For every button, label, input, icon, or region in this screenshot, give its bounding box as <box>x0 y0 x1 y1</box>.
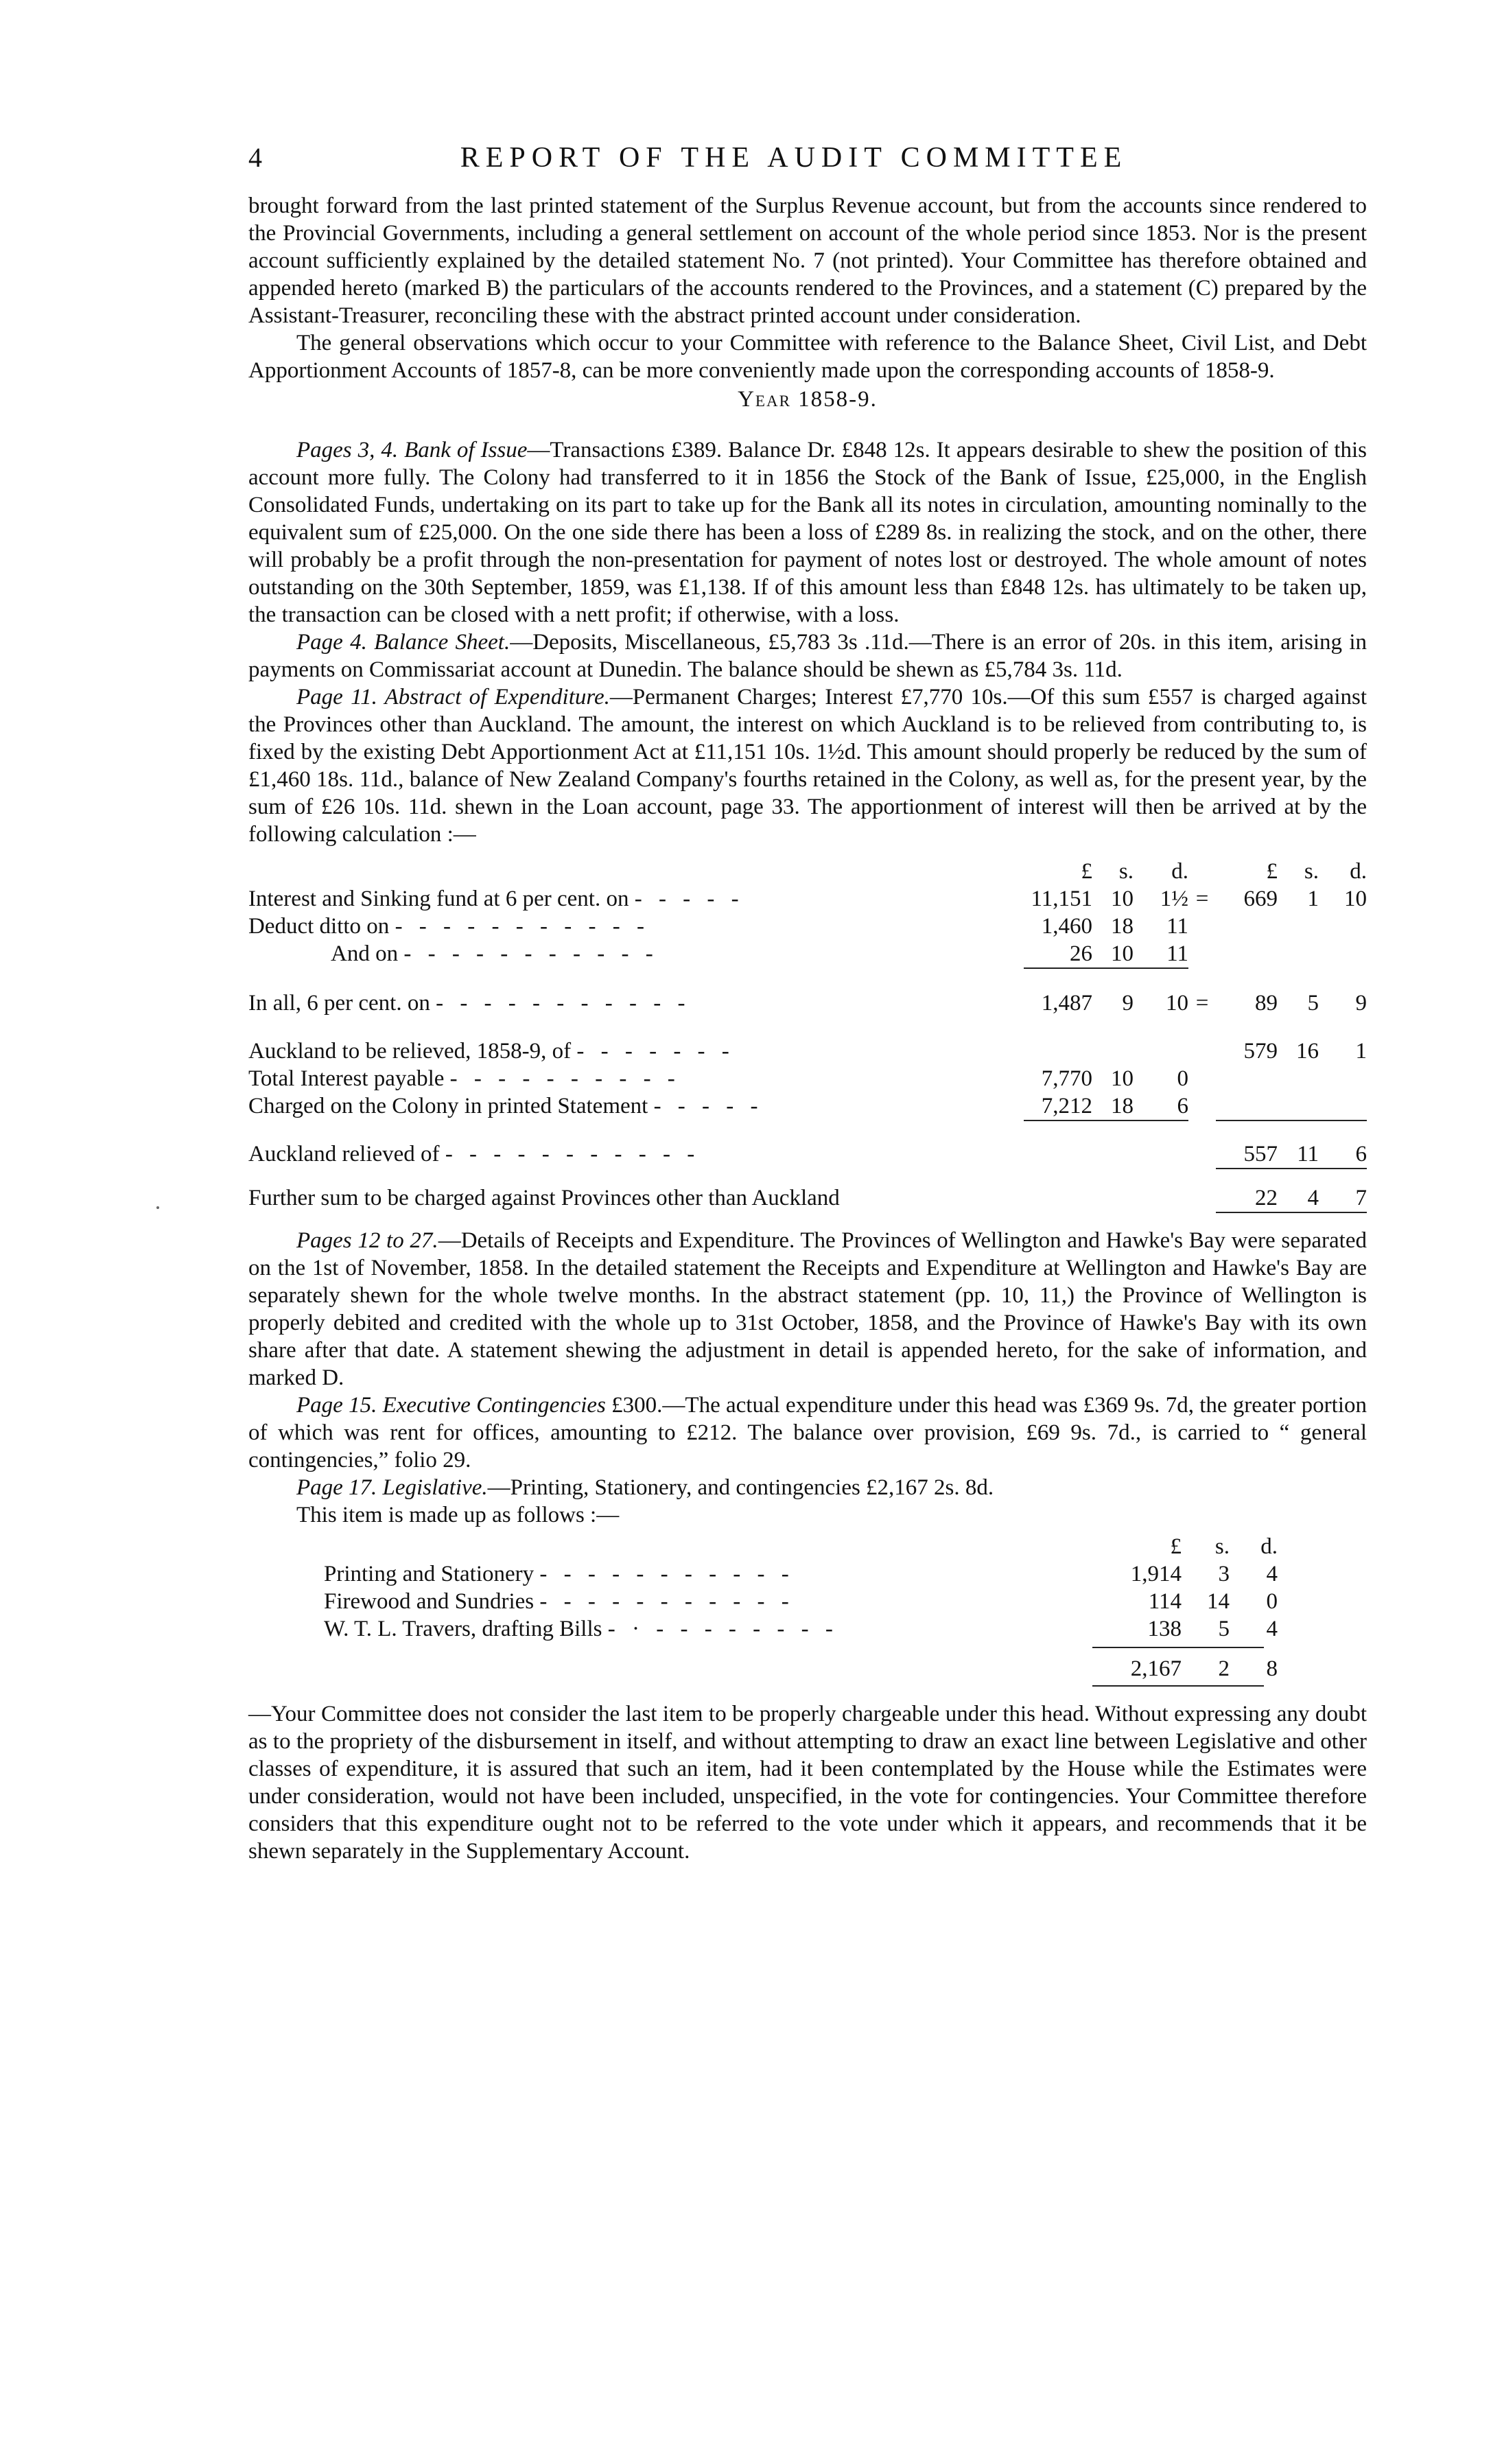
leader-dots: - - - - - - - - - - - <box>539 1562 795 1586</box>
cell-b1: 669 <box>1243 887 1278 911</box>
paragraph-abstract-expenditure <box>248 683 1367 848</box>
year-heading-text: Year 1858-9. <box>738 387 878 412</box>
paragraph-lead: Page 4. Balance Sheet. <box>296 630 510 655</box>
rule-left <box>1024 1120 1188 1125</box>
margin-mark <box>156 1206 159 1209</box>
cell-a2: 18 <box>1111 1094 1134 1118</box>
row-gap <box>248 969 1367 989</box>
leader-dots: - - - - - - - - - - - <box>395 914 650 939</box>
cell-a1: 1,487 <box>1041 991 1092 1016</box>
row-label-text: W. T. L. Travers, drafting Bills <box>324 1617 602 1641</box>
cell-b1: 557 <box>1243 1142 1278 1166</box>
cell-pence: 0 <box>1266 1589 1278 1614</box>
col-shillings-2: s. <box>1304 859 1319 884</box>
subtotal-rules <box>248 1120 1367 1125</box>
paragraph-lead: Pages 3, 4. Bank of Issue <box>296 438 528 462</box>
cell-a3: 11 <box>1166 914 1188 939</box>
cell-a1: 7,770 <box>1041 1066 1092 1091</box>
leader-dots: - - - - - - - - - - <box>449 1066 681 1091</box>
cell-a3: 1½ <box>1160 887 1188 911</box>
col-pence-2: d. <box>1350 859 1367 884</box>
table-header-row <box>248 858 1367 885</box>
paragraph-legislative <box>248 1474 1367 1501</box>
cell-b3: 6 <box>1355 1142 1367 1166</box>
table-row <box>248 1140 1367 1168</box>
leader-dots: - - - - - <box>653 1094 764 1118</box>
row-label <box>248 1184 1024 1212</box>
col-shillings: s. <box>1214 1534 1230 1559</box>
cell-pounds: 1,914 <box>1130 1562 1182 1586</box>
cell-a2: 18 <box>1111 914 1134 939</box>
table-row <box>248 1092 1367 1120</box>
document-page <box>248 144 1367 1865</box>
row-label-text: Deduct ditto on <box>248 914 390 939</box>
row-label <box>248 913 1024 940</box>
table-row <box>248 1065 1367 1092</box>
paragraph-balance-sheet <box>248 629 1367 683</box>
col-pence: d. <box>1260 1534 1278 1559</box>
cell-a2: 9 <box>1122 991 1134 1016</box>
cell-a3: 0 <box>1177 1066 1188 1091</box>
year-heading <box>248 386 1367 413</box>
row-label-text: Auckland relieved of <box>248 1142 440 1166</box>
row-label <box>248 1037 1024 1065</box>
table-row <box>324 1588 1284 1615</box>
paragraph-lead: Pages 12 to 27. <box>296 1228 438 1253</box>
row-label <box>324 1560 1113 1588</box>
row-label-text: And on <box>331 941 399 966</box>
row-label <box>324 1615 1113 1643</box>
cell-a2: 10 <box>1111 941 1134 966</box>
col-pounds-2: £ <box>1266 859 1278 884</box>
paragraph-body: —Printing, Stationery, and contingencies £2,167 2s. 8d. <box>487 1475 994 1500</box>
cell-b2: 11 <box>1297 1142 1319 1166</box>
paragraph-body: £300.—The actual expenditure under this head was £369 9s. 7d, the greater portion of which was rent for offices, amounting to £212. The balance over provision, £69 9s. 7d., is carried to “ general contingencies,” folio 29. <box>248 1393 1367 1472</box>
cell-b1: 579 <box>1243 1039 1278 1064</box>
paragraph-committee-opinion: —Your Committee does not consider the last item to be properly chargeable under this head. Without expressing any doubt as to the propriety of the disbursement in itself, and without attempting to draw an exact line between Legislative and other classes of expenditure, it is assured that such an item, had it been contemplated by the House while the Estimates were under consideration, would not have been included, unspecified, in the vote for contingencies. Your Committee therefore considers that this expenditure ought not to be referred to the vote under which it appears, and recommends that it be shewn separately in the Supplementary Account. <box>248 1702 1367 1864</box>
leader-dots: - - - - - - - <box>576 1039 735 1064</box>
section-spacer <box>248 1687 1367 1700</box>
row-gap <box>248 1125 1367 1140</box>
paragraph-body: —Deposits, Miscellaneous, £5,783 3s .11d.—There is an error of 20s. in this item, arising in payments on Commissariat account at Dunedin. The balance should be shewn as £5,784 3s. 11d. <box>248 630 1367 682</box>
cell-b3: 10 <box>1344 887 1367 911</box>
col-pounds: £ <box>1170 1534 1182 1559</box>
cell-pounds: 114 <box>1148 1589 1182 1614</box>
cell-b2: 1 <box>1307 887 1319 911</box>
paragraph-receipts-expenditure <box>248 1227 1367 1392</box>
row-label-text: In all, 6 per cent. on <box>248 991 430 1016</box>
cell-a3: 11 <box>1166 941 1188 966</box>
leader-dots: - · - - - - - - - - <box>607 1617 838 1641</box>
row-label <box>248 940 1024 967</box>
table-row <box>248 989 1367 1017</box>
paragraph-lead: Page 15. Executive Contingencies <box>296 1393 606 1418</box>
cell-b3: 1 <box>1355 1039 1367 1064</box>
cell-shillings: 3 <box>1218 1562 1230 1586</box>
cell-b2: 16 <box>1296 1039 1319 1064</box>
cell-a3: 10 <box>1166 991 1188 1016</box>
row-label-text: Printing and Stationery <box>324 1562 535 1586</box>
row-label-text: Charged on the Colony in printed Statement <box>248 1094 648 1118</box>
cell-b1: 89 <box>1255 991 1278 1016</box>
row-label <box>248 1065 1024 1092</box>
cell-b2: 4 <box>1307 1186 1319 1210</box>
total-pence: 8 <box>1266 1656 1278 1681</box>
total-shillings: 2 <box>1218 1656 1230 1681</box>
table-row <box>248 885 1367 913</box>
row-label <box>248 989 1024 1017</box>
col-pence: d. <box>1171 859 1188 884</box>
cell-shillings: 5 <box>1218 1617 1230 1641</box>
cell-pence: 4 <box>1266 1617 1278 1641</box>
running-title: REPORT OF THE AUDIT COMMITTEE <box>460 142 1128 174</box>
rule-right <box>1216 1120 1367 1125</box>
row-gap <box>248 1017 1367 1037</box>
paragraph-lead: Page 11. Abstract of Expenditure. <box>296 685 610 709</box>
row-label-text: Interest and Sinking fund at 6 per cent. on <box>248 887 629 911</box>
cell-shillings: 14 <box>1207 1589 1230 1614</box>
row-label-text: Total Interest payable <box>248 1066 445 1091</box>
leader-dots: - - - - - - - - - - - <box>445 1142 701 1166</box>
row-label-text: Auckland to be relieved, 1858-9, of <box>248 1039 572 1064</box>
cell-b1: 22 <box>1255 1186 1278 1210</box>
row-label <box>324 1588 1113 1615</box>
table-row <box>324 1560 1284 1588</box>
row-label-text: Further sum to be charged against Provinces other than Auckland <box>248 1186 840 1210</box>
cell-a2: 10 <box>1111 887 1134 911</box>
legislative-table <box>324 1533 1284 1687</box>
col-shillings: s. <box>1118 859 1134 884</box>
cell-pence: 4 <box>1266 1562 1278 1586</box>
row-label <box>248 885 1024 913</box>
cell-b3: 9 <box>1355 991 1367 1016</box>
paragraph-continuation: brought forward from the last printed statement of the Surplus Revenue account, but from the accounts since rendered to the Provincial Governments, including a general settlement on account of the whole period since 1853. Nor is the present account sufficiently explained by the detailed statement No. 7 (not printed). Your Committee has therefore obtained and appended hereto (marked B) the particulars of the accounts rendered to the Provinces, and a statement (C) prepared by the Assistant-Treasurer, reconciling these with the abstract printed account under consideration. <box>248 193 1367 328</box>
paragraph-bank-of-issue <box>248 436 1367 629</box>
paragraph-lead: Page 17. Legislative. <box>296 1475 488 1500</box>
cell-a1: 7,212 <box>1041 1094 1092 1118</box>
paragraph-body: —Permanent Charges; Interest £7,770 10s.—Of this sum £557 is charged against the Provinces other than Auckland. The amount, the interest on which Auckland is to be relieved from contributing to, is fixed by the existing Debt Apportionment Act at £11,151 10s. 1½d. This amount should properly be reduced by the sum of £1,460 18s. 11d., balance of New Zealand Company's fourths retained in the Colony, as well as, for the present year, by the sum of £26 10s. 11d. shewn in the Loan account, page 33. The apportionment of interest will then be arrived at by the following calculation :— <box>248 685 1367 847</box>
row-label-text: Firewood and Sundries <box>324 1589 535 1614</box>
page-number: 4 <box>248 142 262 173</box>
row-label <box>248 1140 1024 1168</box>
section-spacer <box>248 1213 1367 1227</box>
leader-dots: - - - - - <box>634 887 744 911</box>
table-row <box>248 940 1367 967</box>
cell-a1: 1,460 <box>1041 914 1092 939</box>
table-row <box>248 1184 1367 1212</box>
running-header <box>248 144 1367 183</box>
leader-dots: - - - - - - - - - - - <box>436 991 691 1016</box>
cell-b2: 5 <box>1307 991 1319 1016</box>
cell-a2: 10 <box>1111 1066 1134 1091</box>
total-pounds: 2,167 <box>1130 1656 1182 1681</box>
table-row <box>324 1615 1284 1643</box>
leader-dots: - - - - - - - - - - - <box>539 1589 795 1614</box>
cell-b3: 7 <box>1355 1186 1367 1210</box>
subtotal-rule <box>1092 1647 1264 1648</box>
paragraph-executive-contingencies <box>248 1392 1367 1474</box>
paragraph-made-up: This item is made up as follows :— <box>296 1503 620 1527</box>
paragraph-body: —Details of Receipts and Expenditure. The Provinces of Wellington and Hawke's Bay were separated on the 1st of November, 1858. In the detailed statement the Receipts and Expenditure at Wellington and Hawke's Bay are separately shewn for the whole twelve months. In the abstract statement (pp. 10, 11,) the Province of Wellington is properly debited and credited with the whole up to 31st October, 1858, and the Province of Hawke's Bay with its own share after that date. A statement shewing the adjustment in detail is appended hereto, for the sake of information, and marked D. <box>248 1228 1367 1390</box>
row-label <box>248 1092 1024 1120</box>
cell-a3: 6 <box>1177 1094 1188 1118</box>
table-header-row <box>324 1533 1284 1560</box>
cell-eq: = <box>1195 991 1209 1016</box>
leader-dots: - - - - - - - - - - - <box>403 941 659 966</box>
paragraph-general-observations: The general observations which occur to your Committee with reference to the Balance Sheet, Civil List, and Debt Apportionment Accounts of 1857-8, can be more conveniently made upon the corresponding accounts of 1858-9. <box>248 331 1367 383</box>
table-row <box>248 1037 1367 1065</box>
paragraph-body: —Transactions £389. Balance Dr. £848 12s. It appears desirable to shew the position of this account more fully. The Colony had transferred to it in 1856 the Stock of the Bank of Issue, £25,000, in the English Consolidated Funds, undertaking on its part to take up for the Bank all its notes in circulation, amounting nominally to the equivalent sum of £25,000. On the one side there has been a loss of £289 8s. in realizing the stock, and on the other, there will probably be a profit through the non-presentation for payment of notes lost or destroyed. The whole amount of notes outstanding on the 30th September, 1859, was £1,138. If of this amount less than £848 12s. has ultimately to be taken up, the transaction can be closed with a nett profit; if otherwise, with a loss. <box>248 438 1367 627</box>
table-total-row <box>324 1655 1284 1682</box>
cell-pounds: 138 <box>1147 1617 1182 1641</box>
row-gap <box>248 1169 1367 1184</box>
table-row <box>248 913 1367 940</box>
col-pounds: £ <box>1081 859 1092 884</box>
cell-eq: = <box>1195 887 1209 911</box>
cell-a1: 26 <box>1070 941 1092 966</box>
cell-a1: 11,151 <box>1031 887 1092 911</box>
interest-calculation-table <box>248 858 1367 1213</box>
